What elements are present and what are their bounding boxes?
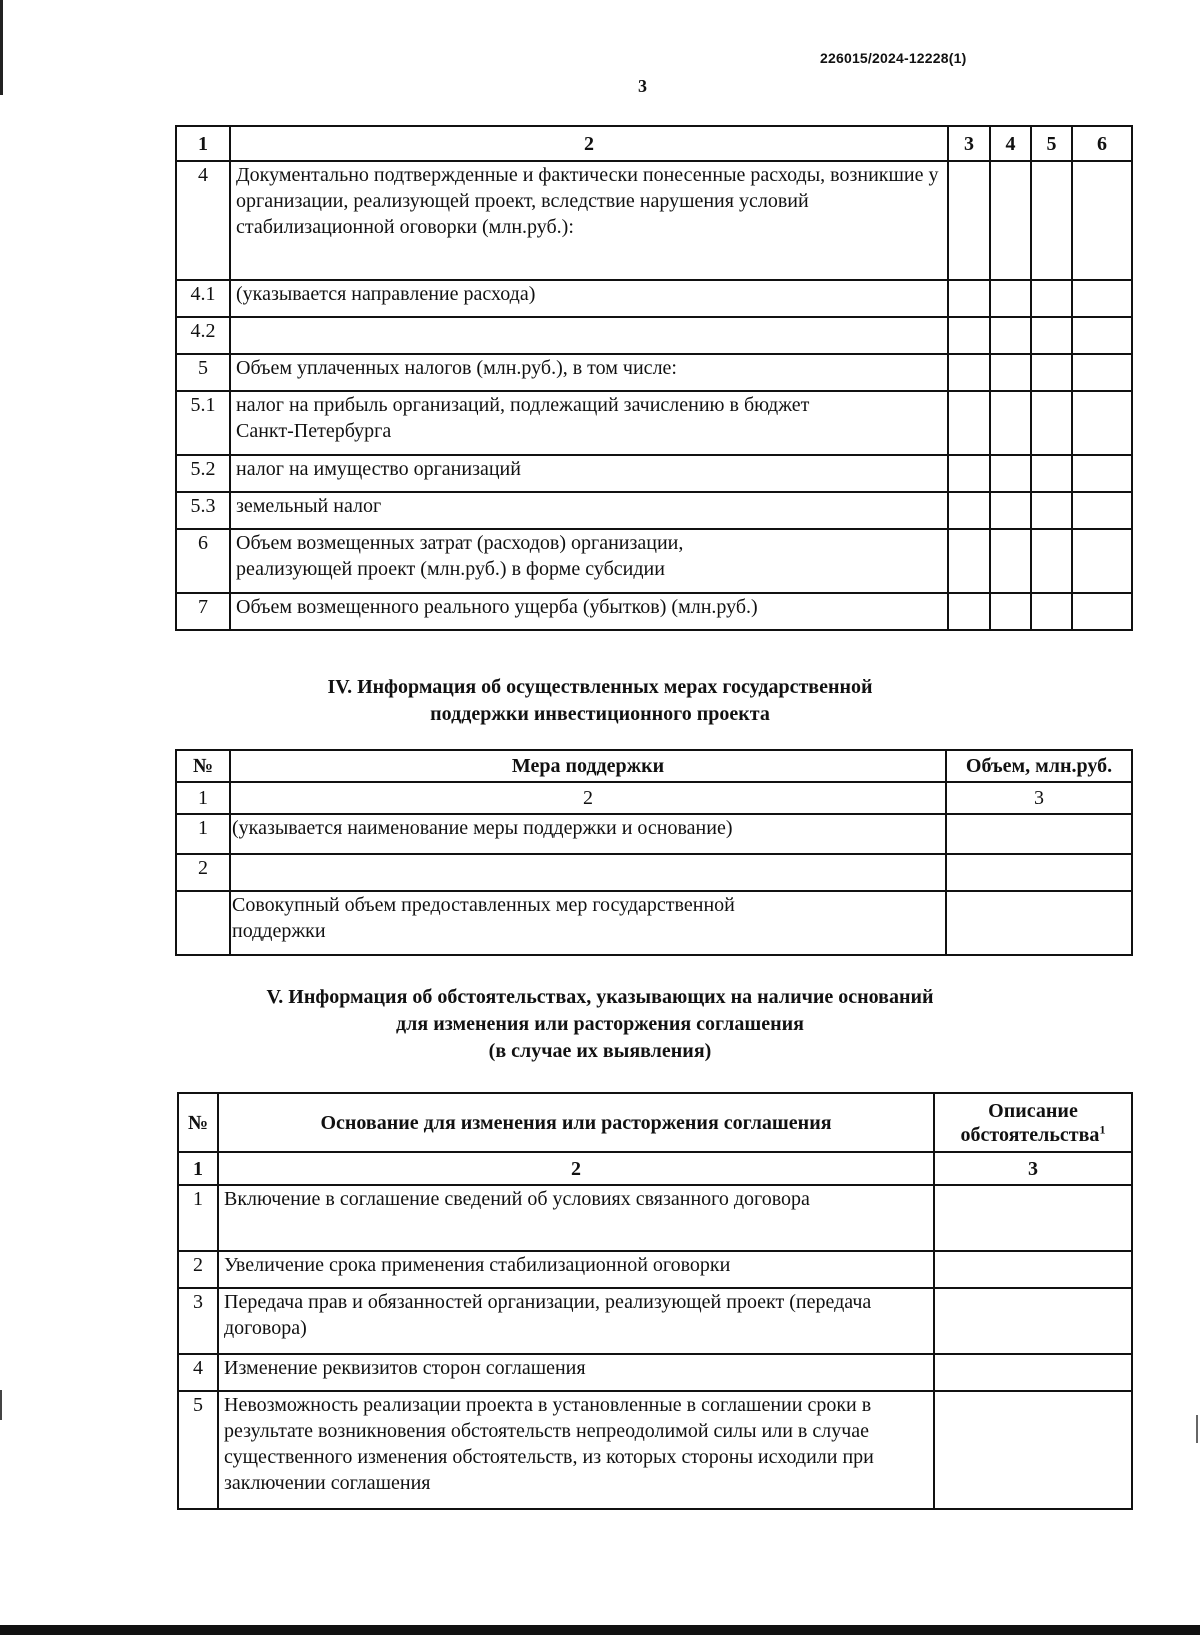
table-row	[176, 455, 1132, 492]
header-cell: 4	[990, 126, 1031, 161]
value-cell	[948, 317, 990, 354]
value-cell	[1072, 354, 1132, 391]
value-cell	[946, 854, 1132, 891]
value-cell	[990, 529, 1031, 593]
value-cell	[1072, 593, 1132, 630]
index-cell: 3	[946, 782, 1132, 814]
table-header-row	[176, 750, 1132, 782]
row-number: 5.3	[176, 492, 230, 529]
header-cell: Мера поддержки	[230, 750, 946, 782]
table-row	[178, 1251, 1132, 1288]
row-number: 4.2	[176, 317, 230, 354]
index-cell: 1	[176, 782, 230, 814]
row-text: Включение в соглашение сведений об условиях связанного договора	[218, 1185, 934, 1251]
section-4-title	[0, 674, 1200, 728]
row-number: 5.1	[176, 391, 230, 455]
header-cell: №	[178, 1093, 218, 1152]
index-cell: 3	[934, 1152, 1132, 1185]
row-number: 1	[176, 814, 230, 854]
change-grounds-table	[177, 1092, 1133, 1510]
row-text	[230, 854, 946, 891]
header-cell: 2	[230, 126, 948, 161]
index-cell: 2	[230, 782, 946, 814]
row-text: Передача прав и обязанностей организации, реализующей проект (передача договора)	[218, 1288, 934, 1354]
value-cell	[1072, 280, 1132, 317]
scan-edge	[0, 1625, 1200, 1635]
table-row	[176, 280, 1132, 317]
row-number: 4	[176, 161, 230, 280]
value-cell	[1072, 529, 1132, 593]
section-title-line: V. Информация об обстоятельствах, указывающих на наличие оснований	[266, 986, 934, 1008]
value-cell	[990, 354, 1031, 391]
row-text: Изменение реквизитов сторон соглашения	[218, 1354, 934, 1391]
value-cell	[1031, 455, 1072, 492]
section-title-line: поддержки инвестиционного проекта	[430, 703, 770, 725]
table-row	[178, 1288, 1132, 1354]
value-cell	[1031, 593, 1072, 630]
scan-edge	[0, 0, 3, 95]
row-number: 5	[176, 354, 230, 391]
value-cell	[990, 455, 1031, 492]
support-measures-table	[175, 749, 1133, 956]
row-text: Невозможность реализации проекта в установленные в соглашении сроки в результате возникновения обстоятельств непреодолимой силы или в случае существенного изменения обстоятельств, из которых стороны исходили при заключении соглашения	[218, 1391, 934, 1509]
table-row	[178, 1391, 1132, 1509]
row-number: 5	[178, 1391, 218, 1509]
value-cell	[948, 161, 990, 280]
header-text: обстоятельства	[960, 1123, 1100, 1146]
table-row	[178, 1354, 1132, 1391]
header-cell: 5	[1031, 126, 1072, 161]
header-cell: Объем, млн.руб.	[946, 750, 1132, 782]
value-cell	[948, 492, 990, 529]
value-cell	[948, 455, 990, 492]
value-cell	[990, 391, 1031, 455]
table-row	[176, 317, 1132, 354]
scan-edge	[1196, 1415, 1198, 1443]
header-cell: 6	[1072, 126, 1132, 161]
header-cell-description	[934, 1093, 1132, 1152]
table-row	[176, 593, 1132, 630]
row-text: Увеличение срока применения стабилизационной оговорки	[218, 1251, 934, 1288]
table-row	[176, 354, 1132, 391]
value-cell	[948, 593, 990, 630]
index-cell: 2	[218, 1152, 934, 1185]
table-header-row	[176, 126, 1132, 161]
value-cell	[1031, 280, 1072, 317]
table-row	[176, 492, 1132, 529]
table-row	[176, 161, 1132, 280]
value-cell	[1072, 391, 1132, 455]
header-cell: 1	[176, 126, 230, 161]
document-number: 226015/2024-12228(1)	[820, 50, 967, 66]
row-number: 1	[178, 1185, 218, 1251]
table-row	[176, 391, 1132, 455]
value-cell	[1031, 161, 1072, 280]
value-cell	[948, 354, 990, 391]
row-number	[176, 891, 230, 955]
row-number: 4	[178, 1354, 218, 1391]
section-title-line: (в случае их выявления)	[488, 1040, 712, 1062]
table-index-row	[178, 1152, 1132, 1185]
value-cell	[934, 1354, 1132, 1391]
row-number: 2	[178, 1251, 218, 1288]
value-cell	[1031, 391, 1072, 455]
value-cell	[990, 280, 1031, 317]
value-cell	[946, 891, 1132, 955]
row-text: Совокупный объем предоставленных мер государственной поддержки	[230, 891, 946, 955]
value-cell	[1031, 354, 1072, 391]
row-number: 2	[176, 854, 230, 891]
table-index-row	[176, 782, 1132, 814]
footnote-marker: 1	[1099, 1121, 1106, 1136]
row-text: Объем уплаченных налогов (млн.руб.), в том числе:	[230, 354, 948, 391]
row-text	[230, 317, 948, 354]
section-5-title	[0, 984, 1200, 1065]
table-row	[176, 529, 1132, 593]
value-cell	[934, 1288, 1132, 1354]
row-number: 7	[176, 593, 230, 630]
value-cell	[1072, 455, 1132, 492]
row-text: налог на имущество организаций	[230, 455, 948, 492]
value-cell	[990, 161, 1031, 280]
row-text: налог на прибыль организаций, подлежащий зачислению в бюджет Санкт-Петербурга	[230, 391, 948, 455]
value-cell	[1031, 492, 1072, 529]
row-number: 3	[178, 1288, 218, 1354]
row-number: 6	[176, 529, 230, 593]
value-cell	[934, 1251, 1132, 1288]
row-text: Объем возмещенных затрат (расходов) организации, реализующей проект (млн.руб.) в форме субсидии	[230, 529, 948, 593]
row-text: (указывается наименование меры поддержки и основание)	[230, 814, 946, 854]
value-cell	[946, 814, 1132, 854]
table-row	[176, 814, 1132, 854]
table-header-row	[178, 1093, 1132, 1152]
value-cell	[1072, 492, 1132, 529]
header-cell: 3	[948, 126, 990, 161]
value-cell	[948, 529, 990, 593]
scan-edge	[0, 1390, 2, 1420]
row-text: (указывается направление расхода)	[230, 280, 948, 317]
table-row	[176, 854, 1132, 891]
value-cell	[990, 317, 1031, 354]
section-title-line: IV. Информация об осуществленных мерах государственной	[327, 676, 873, 698]
value-cell	[1072, 161, 1132, 280]
table-row	[176, 891, 1132, 955]
header-cell: №	[176, 750, 230, 782]
value-cell	[1072, 317, 1132, 354]
row-text: Документально подтвержденные и фактически понесенные расходы, возникшие у организации, реализующей проект, вследствие нарушения условий стабилизационной оговорки (млн.руб.):	[230, 161, 948, 280]
index-cell: 1	[178, 1152, 218, 1185]
value-cell	[1031, 317, 1072, 354]
row-text: Объем возмещенного реального ущерба (убытков) (млн.руб.)	[230, 593, 948, 630]
row-number: 4.1	[176, 280, 230, 317]
value-cell	[948, 391, 990, 455]
row-text: земельный налог	[230, 492, 948, 529]
value-cell	[990, 593, 1031, 630]
section-title-line: для изменения или расторжения соглашения	[396, 1013, 804, 1035]
value-cell	[1031, 529, 1072, 593]
value-cell	[934, 1185, 1132, 1251]
value-cell	[990, 492, 1031, 529]
header-cell: Основание для изменения или расторжения соглашения	[218, 1093, 934, 1152]
header-text-line2	[935, 1123, 1131, 1147]
table-row	[178, 1185, 1132, 1251]
page-number: 3	[638, 76, 647, 96]
header-text: Описание	[988, 1099, 1078, 1122]
indicators-table	[175, 125, 1133, 631]
value-cell	[934, 1391, 1132, 1509]
row-number: 5.2	[176, 455, 230, 492]
value-cell	[948, 280, 990, 317]
